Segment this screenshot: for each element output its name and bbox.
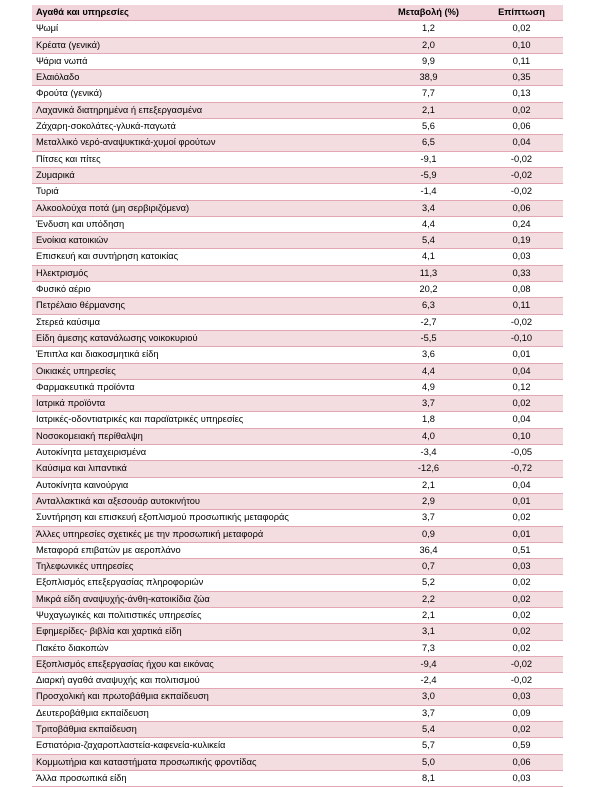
table-row <box>32 363 563 379</box>
cell-item: Νοσοκομειακή περίθαλψη <box>32 428 377 444</box>
table-row <box>32 151 563 167</box>
cell-item: Φρούτα (γενικά) <box>32 86 377 102</box>
cell-change-percent: 3,7 <box>377 396 480 412</box>
cell-item: Ψυχαγωγικές και πολιτιστικές υπηρεσίες <box>32 607 377 623</box>
cell-impact: 0,02 <box>480 102 563 118</box>
cell-change-percent: 2,0 <box>377 37 480 53</box>
cell-change-percent: -1,4 <box>377 184 480 200</box>
table-row <box>32 102 563 118</box>
cell-impact: -0,02 <box>480 151 563 167</box>
cell-change-percent: 7,7 <box>377 86 480 102</box>
cell-item: Φυσικό αέριο <box>32 282 377 298</box>
cell-impact: 0,11 <box>480 298 563 314</box>
table-row <box>32 705 563 721</box>
cell-change-percent: 4,9 <box>377 379 480 395</box>
cell-item: Ζάχαρη-σοκολάτες-γλυκά-παγωτά <box>32 119 377 135</box>
cell-change-percent: 3,7 <box>377 705 480 721</box>
table-row <box>32 184 563 200</box>
table-row <box>32 21 563 37</box>
cell-impact: 0,04 <box>480 412 563 428</box>
price-change-table <box>32 5 563 787</box>
cell-item: Φαρμακευτικά προϊόντα <box>32 379 377 395</box>
cell-item: Τυριά <box>32 184 377 200</box>
cell-change-percent: -2,7 <box>377 314 480 330</box>
cell-item: Αυτοκίνητα μεταχειρισμένα <box>32 445 377 461</box>
table-row <box>32 53 563 69</box>
cell-item: Κρέατα (γενικά) <box>32 37 377 53</box>
cell-impact: 0,10 <box>480 37 563 53</box>
cell-item: Καύσιμα και λιπαντικά <box>32 461 377 477</box>
cell-impact: 0,19 <box>480 233 563 249</box>
cell-change-percent: 20,2 <box>377 282 480 298</box>
cell-item: Πίτσες και πίτες <box>32 151 377 167</box>
cell-change-percent: 4,0 <box>377 428 480 444</box>
cell-impact: -0,02 <box>480 314 563 330</box>
cell-change-percent: -5,5 <box>377 330 480 346</box>
cell-impact: 0,08 <box>480 282 563 298</box>
cell-change-percent: 3,6 <box>377 347 480 363</box>
cell-impact: 0,03 <box>480 559 563 575</box>
cell-item: Άλλα προσωπικά είδη <box>32 770 377 786</box>
cell-change-percent: 2,2 <box>377 591 480 607</box>
table-row <box>32 70 563 86</box>
cell-impact: 0,35 <box>480 70 563 86</box>
cell-item: Ενοίκια κατοικιών <box>32 233 377 249</box>
table-body <box>32 21 563 787</box>
cell-item: Εξοπλισμός επεξεργασίας ήχου και εικόνας <box>32 656 377 672</box>
cell-impact: 0,02 <box>480 624 563 640</box>
header-change-percent: Μεταβολή (%) <box>377 5 480 21</box>
cell-impact: 0,06 <box>480 200 563 216</box>
cell-impact: 0,04 <box>480 363 563 379</box>
cell-item: Αλκοολούχα ποτά (μη σερβιριζόμενα) <box>32 200 377 216</box>
table-row <box>32 330 563 346</box>
table-header-row <box>32 5 563 21</box>
cell-impact: 0,02 <box>480 21 563 37</box>
cell-impact: 0,12 <box>480 379 563 395</box>
cell-item: Άλλες υπηρεσίες σχετικές με την προσωπική μεταφορά <box>32 526 377 542</box>
cell-impact: -0,02 <box>480 167 563 183</box>
cell-item: Μεταφορά επιβατών με αεροπλάνο <box>32 542 377 558</box>
table-row <box>32 119 563 135</box>
table-row <box>32 461 563 477</box>
cell-item: Κομμωτήρια και καταστήματα προσωπικής φροντίδας <box>32 754 377 770</box>
cell-change-percent: 5,0 <box>377 754 480 770</box>
cell-change-percent: 4,4 <box>377 216 480 232</box>
table-row <box>32 526 563 542</box>
cell-item: Εξοπλισμός επεξεργασίας πληροφοριών <box>32 575 377 591</box>
cell-change-percent: 2,1 <box>377 102 480 118</box>
cell-impact: 0,03 <box>480 770 563 786</box>
cell-change-percent: 3,7 <box>377 510 480 526</box>
cell-impact: 0,59 <box>480 738 563 754</box>
cell-impact: 0,01 <box>480 347 563 363</box>
cell-change-percent: 5,2 <box>377 575 480 591</box>
table-row <box>32 559 563 575</box>
table-row <box>32 200 563 216</box>
table-row <box>32 37 563 53</box>
cell-change-percent: 9,9 <box>377 53 480 69</box>
cell-item: Ανταλλακτικά και αξεσουάρ αυτοκινήτου <box>32 493 377 509</box>
cell-change-percent: 4,1 <box>377 249 480 265</box>
table-row <box>32 233 563 249</box>
cell-change-percent: 4,4 <box>377 363 480 379</box>
cell-impact: 0,02 <box>480 722 563 738</box>
cell-item: Διαρκή αγαθά αναψυχής και πολιτισμού <box>32 673 377 689</box>
header-impact: Επίπτωση <box>480 5 563 21</box>
cell-impact: 0,04 <box>480 135 563 151</box>
table-row <box>32 477 563 493</box>
cell-change-percent: 5,6 <box>377 119 480 135</box>
cell-item: Στερεά καύσιμα <box>32 314 377 330</box>
cell-impact: 0,11 <box>480 53 563 69</box>
cell-item: Λαχανικά διατηρημένα ή επεξεργασμένα <box>32 102 377 118</box>
cell-impact: -0,02 <box>480 656 563 672</box>
cell-impact: 0,06 <box>480 119 563 135</box>
cell-change-percent: 3,1 <box>377 624 480 640</box>
cell-impact: 0,02 <box>480 591 563 607</box>
cell-item: Πετρέλαιο θέρμανσης <box>32 298 377 314</box>
cell-change-percent: 2,9 <box>377 493 480 509</box>
cell-item: Ιατρικά προϊόντα <box>32 396 377 412</box>
cell-change-percent: 5,4 <box>377 233 480 249</box>
table-row <box>32 624 563 640</box>
cell-impact: -0,05 <box>480 445 563 461</box>
cell-item: Επισκευή και συντήρηση κατοικίας <box>32 249 377 265</box>
cell-item: Είδη άμεσης κατανάλωσης νοικοκυριού <box>32 330 377 346</box>
table-row <box>32 412 563 428</box>
cell-item: Τριτοβάθμια εκπαίδευση <box>32 722 377 738</box>
cell-impact: 0,02 <box>480 396 563 412</box>
cell-impact: 0,24 <box>480 216 563 232</box>
cell-impact: 0,01 <box>480 493 563 509</box>
cell-impact: -0,02 <box>480 184 563 200</box>
cell-item: Ελαιόλαδο <box>32 70 377 86</box>
cell-item: Εφημερίδες- βιβλία και χαρτικά είδη <box>32 624 377 640</box>
cell-impact: 0,02 <box>480 575 563 591</box>
cell-change-percent: 5,7 <box>377 738 480 754</box>
cell-item: Συντήρηση και επισκευή εξοπλισμού προσωπικής μεταφοράς <box>32 510 377 526</box>
cell-change-percent: -3,4 <box>377 445 480 461</box>
table-row <box>32 167 563 183</box>
cell-item: Τηλεφωνικές υπηρεσίες <box>32 559 377 575</box>
cell-change-percent: 2,1 <box>377 477 480 493</box>
cell-item: Μεταλλικό νερό-αναψυκτικά-χυμοί φρούτων <box>32 135 377 151</box>
cell-change-percent: 3,4 <box>377 200 480 216</box>
cell-item: Προσχολική και πρωτοβάθμια εκπαίδευση <box>32 689 377 705</box>
table-row <box>32 86 563 102</box>
cell-item: Ψάρια νωπά <box>32 53 377 69</box>
table-row <box>32 314 563 330</box>
cell-change-percent: 0,7 <box>377 559 480 575</box>
table-row <box>32 770 563 786</box>
cell-change-percent: 6,5 <box>377 135 480 151</box>
cell-item: Δευτεροβάθμια εκπαίδευση <box>32 705 377 721</box>
table-row <box>32 249 563 265</box>
cell-change-percent: 1,8 <box>377 412 480 428</box>
cell-impact: 0,10 <box>480 428 563 444</box>
cell-change-percent: 5,4 <box>377 722 480 738</box>
table-row <box>32 282 563 298</box>
table-row <box>32 542 563 558</box>
cell-impact: -0,10 <box>480 330 563 346</box>
cell-item: Εστιατόρια-ζαχαροπλαστεία-καφενεία-κυλικεία <box>32 738 377 754</box>
table-row <box>32 591 563 607</box>
table-row <box>32 428 563 444</box>
cell-impact: 0,02 <box>480 510 563 526</box>
cell-item: Έπιπλα και διακοσμητικά είδη <box>32 347 377 363</box>
cell-change-percent: 0,9 <box>377 526 480 542</box>
cell-item: Ψωμί <box>32 21 377 37</box>
table-row <box>32 510 563 526</box>
table-row <box>32 493 563 509</box>
cell-impact: 0,04 <box>480 477 563 493</box>
cell-change-percent: 2,1 <box>377 607 480 623</box>
table-row <box>32 298 563 314</box>
cell-change-percent: -9,4 <box>377 656 480 672</box>
cell-impact: 0,51 <box>480 542 563 558</box>
cell-change-percent: -12,6 <box>377 461 480 477</box>
table-row <box>32 379 563 395</box>
table-row <box>32 738 563 754</box>
cell-impact: 0,03 <box>480 689 563 705</box>
header-goods-services: Αγαθά και υπηρεσίες <box>32 5 377 21</box>
cell-impact: -0,02 <box>480 673 563 689</box>
table-row <box>32 656 563 672</box>
table-row <box>32 135 563 151</box>
cell-item: Οικιακές υπηρεσίες <box>32 363 377 379</box>
table-row <box>32 607 563 623</box>
table-row <box>32 396 563 412</box>
cell-impact: -0,72 <box>480 461 563 477</box>
table-row <box>32 265 563 281</box>
cell-impact: 0,03 <box>480 249 563 265</box>
cell-impact: 0,02 <box>480 607 563 623</box>
table-row <box>32 754 563 770</box>
cell-item: Μικρά είδη αναψυχής-άνθη-κατοικίδια ζώα <box>32 591 377 607</box>
table-row <box>32 640 563 656</box>
cell-item: Αυτοκίνητα καινούργια <box>32 477 377 493</box>
cell-change-percent: -2,4 <box>377 673 480 689</box>
cell-change-percent: 3,0 <box>377 689 480 705</box>
cell-item: Πακέτο διακοπών <box>32 640 377 656</box>
cell-impact: 0,33 <box>480 265 563 281</box>
cell-impact: 0,13 <box>480 86 563 102</box>
cell-item: Ζυμαρικά <box>32 167 377 183</box>
table-row <box>32 673 563 689</box>
cell-item: Ηλεκτρισμός <box>32 265 377 281</box>
cell-impact: 0,02 <box>480 640 563 656</box>
cell-change-percent: 36,4 <box>377 542 480 558</box>
table-row <box>32 575 563 591</box>
table-row <box>32 722 563 738</box>
table-row <box>32 347 563 363</box>
cell-change-percent: -9,1 <box>377 151 480 167</box>
table-row <box>32 689 563 705</box>
cell-change-percent: 8,1 <box>377 770 480 786</box>
cell-change-percent: 1,2 <box>377 21 480 37</box>
cell-change-percent: 7,3 <box>377 640 480 656</box>
cell-change-percent: 38,9 <box>377 70 480 86</box>
table-row <box>32 216 563 232</box>
cell-impact: 0,01 <box>480 526 563 542</box>
cell-change-percent: 6,3 <box>377 298 480 314</box>
cell-impact: 0,09 <box>480 705 563 721</box>
cell-impact: 0,06 <box>480 754 563 770</box>
table-row <box>32 445 563 461</box>
cell-item: Ένδυση και υπόδηση <box>32 216 377 232</box>
cell-change-percent: 11,3 <box>377 265 480 281</box>
cell-item: Ιατρικές-οδοντιατρικές και παραϊατρικές υπηρεσίες <box>32 412 377 428</box>
cell-change-percent: -5,9 <box>377 167 480 183</box>
